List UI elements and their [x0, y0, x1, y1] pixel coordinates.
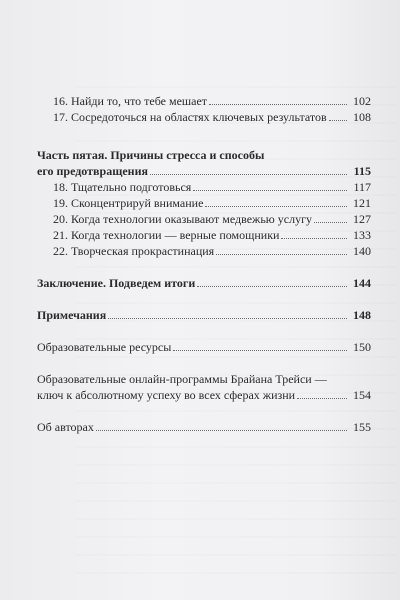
- leader-dots: [297, 388, 347, 399]
- table-of-contents: [37, 93, 371, 435]
- toc-notes: [37, 307, 371, 323]
- toc-entry-title: Об авторах: [37, 420, 94, 434]
- toc-entry-page: 121: [353, 196, 371, 210]
- toc-entry-page: 127: [353, 212, 371, 226]
- toc-entry-22: [37, 243, 371, 259]
- toc-entry-page: 150: [353, 340, 371, 354]
- leader-dots: [108, 308, 347, 319]
- toc-authors: [37, 419, 371, 435]
- toc-resources: [37, 339, 371, 355]
- toc-entry-19: [37, 195, 371, 211]
- toc-entry-20: [37, 211, 371, 227]
- toc-entry-title: 16. Найди то, что тебе мешает: [53, 94, 208, 108]
- toc-entry-page: 108: [353, 110, 371, 124]
- toc-online-title-line1: Образовательные онлайн-программы Брайана Трейси —: [37, 372, 327, 386]
- toc-entry-page: 140: [353, 244, 371, 258]
- toc-entry-title: Заключение. Подведем итоги: [37, 276, 196, 290]
- leader-dots: [216, 244, 347, 255]
- toc-entry-title: 18. Тщательно подготовься: [53, 180, 192, 194]
- toc-conclusion: [37, 275, 371, 291]
- leader-dots: [150, 164, 347, 175]
- leader-dots: [173, 340, 347, 351]
- toc-entry-17: [37, 109, 371, 125]
- toc-entry-page: 117: [353, 180, 371, 194]
- leader-dots: [281, 228, 347, 239]
- toc-entry-page: 102: [353, 94, 371, 108]
- toc-part-title-line2: его предотвращения: [37, 164, 148, 178]
- leader-dots: [193, 180, 347, 191]
- toc-entry-title: Образовательные ресурсы: [37, 340, 172, 354]
- toc-part-title-line2-row: [37, 163, 371, 179]
- toc-entry-page: 144: [353, 276, 371, 290]
- toc-part-page: 115: [353, 164, 371, 178]
- toc-entry-page: 154: [353, 388, 371, 402]
- leader-dots: [205, 196, 347, 207]
- toc-entry-title: 19. Сконцентрируй внимание: [53, 196, 204, 210]
- toc-entry-title: 17. Сосредоточься на областях ключевых результатов: [53, 110, 327, 124]
- leader-dots: [209, 94, 347, 105]
- toc-part-title-line1: Часть пятая. Причины стресса и способы: [37, 148, 265, 162]
- leader-dots: [197, 276, 347, 287]
- toc-entry-title: 22. Творческая прокрастинация: [53, 244, 215, 258]
- toc-entry-title: Примечания: [37, 308, 107, 322]
- toc-entry-21: [37, 227, 371, 243]
- toc-entry-page: 133: [353, 228, 371, 242]
- leader-dots: [96, 420, 347, 431]
- leader-dots: [314, 212, 347, 223]
- toc-entry-16: [37, 93, 371, 109]
- toc-entry-18: [37, 179, 371, 195]
- toc-online-title-line2-row: [37, 387, 371, 403]
- toc-entry-title: 21. Когда технологии — верные помощники: [53, 228, 280, 242]
- toc-online-title-line2: ключ к абсолютному успеху во всех сферах жизни: [37, 388, 296, 402]
- toc-online-programs: [37, 371, 371, 403]
- toc-entry-page: 148: [353, 308, 371, 322]
- toc-entry-page: 155: [353, 420, 371, 434]
- toc-entry-title: 20. Когда технологии оказывают медвежью услугу: [53, 212, 313, 226]
- toc-part-5: [37, 147, 371, 179]
- leader-dots: [329, 110, 347, 121]
